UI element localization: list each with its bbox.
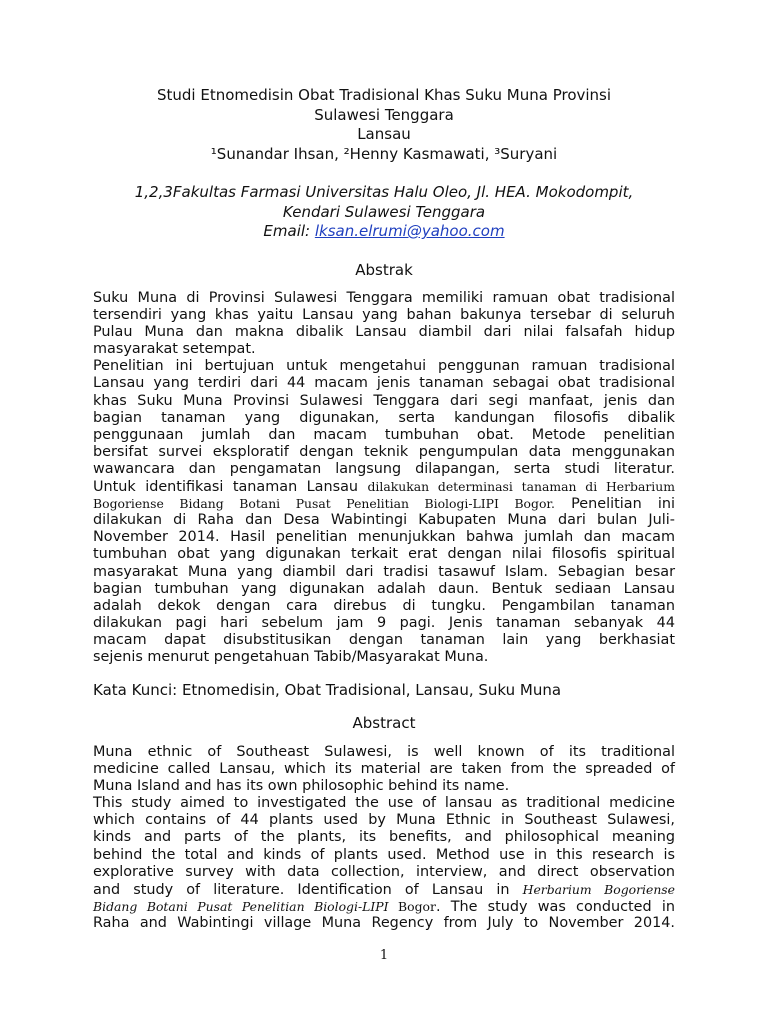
abstrak-line-serif-part: dilakukan determinasi tanaman di Herbarium bbox=[367, 479, 675, 495]
abstrak-line: bagian tumbuhan yang digunakan adalah daun. Bentuk sediaan Lansau bbox=[93, 580, 675, 597]
affiliation-line-2: Kendari Sulawesi Tenggara bbox=[282, 202, 486, 221]
abstract-line-serif-part: Herbarium Bogoriense bbox=[522, 881, 675, 897]
abstract-line: Muna Island and has its own philosophic behind its name. bbox=[93, 778, 510, 795]
affiliation-line-1: 1,2,3Fakultas Farmasi Universitas Halu Oleo, Jl. HEA. Mokodompit, bbox=[134, 183, 634, 201]
abstract-line bbox=[93, 898, 675, 915]
abstrak-line: adalah dekok dengan cara direbus di tungku. Pengambilan tanaman bbox=[93, 597, 675, 614]
abstrak-line: Lansau yang terdiri dari 44 macam jenis tanaman sebagai obat tradisional bbox=[93, 375, 675, 392]
abstrak-line: wawancara dan pengamatan langsung dilapangan, serta studi literatur. bbox=[93, 460, 675, 477]
abstract-line-serif-part: Bogor bbox=[388, 898, 436, 914]
abstrak-line: Pulau Muna dan makna dibalik Lansau diambil dari nilai falsafah hidup bbox=[93, 324, 675, 341]
abstrak-body bbox=[93, 290, 675, 666]
abstrak-line: dilakukan pagi hari sebelum jam 9 pagi. Jenis tanaman sebanyak 44 bbox=[93, 614, 675, 631]
abstrak-line bbox=[93, 478, 675, 495]
abstrak-line-serif-part: Bogoriense Bidang Botani Pusat Penelitian Biologi-LIPI Bogor. bbox=[93, 496, 555, 512]
paper-header bbox=[90, 86, 678, 164]
abstrak-line: tersendiri yang khas yaitu Lansau yang bahan bakunya tersebar di seluruh bbox=[93, 307, 675, 324]
abstrak-line: November 2014. Hasil penelitian menunjukkan bahwa jumlah dan macam bbox=[93, 529, 675, 546]
abstract-heading: Abstract bbox=[352, 714, 416, 732]
abstract-line-serif-part: Bidang Botani Pusat Penelitian Biologi-LIPI bbox=[93, 898, 389, 914]
abstrak-line: Suku Muna di Provinsi Sulawesi Tenggara memiliki ramuan obat tradisional bbox=[93, 290, 675, 306]
abstract-line: This study aimed to investigated the use of lansau as traditional medicine bbox=[93, 795, 675, 812]
abstract-line-part: . The study was conducted in bbox=[435, 898, 675, 915]
abstract-line: explorative survey with data collection, interview, and direct observation bbox=[93, 863, 675, 880]
abstrak-line: masyarakat Muna yang diambil dari tradisi tasawuf Islam. Sebagian besar bbox=[93, 563, 675, 580]
affiliation-block bbox=[90, 183, 678, 242]
abstrak-line-part: Untuk identifikasi tanaman Lansau bbox=[93, 479, 368, 496]
abstract-body bbox=[93, 744, 675, 932]
author-list: ¹Sunandar Ihsan, ²Henny Kasmawati, ³Suryani bbox=[210, 144, 558, 163]
abstrak-heading: Abstrak bbox=[355, 261, 413, 279]
email-label: Email: bbox=[263, 222, 315, 240]
abstrak-line: bagian tanaman yang digunakan, serta kandungan filosofis dibalik bbox=[93, 409, 675, 426]
abstrak-line: penggunaan jumlah dan macam tumbuhan obat. Metode penelitian bbox=[93, 426, 675, 443]
abstract-line: medicine called Lansau, which its material are taken from the spreaded of bbox=[93, 761, 675, 778]
abstract-line: Muna ethnic of Southeast Sulawesi, is well known of its traditional bbox=[93, 744, 675, 760]
abstract-line: behind the total and kinds of plants used. Method use in this research is bbox=[93, 846, 675, 863]
abstract-line: kinds and parts of the plants, its benefits, and philosophical meaning bbox=[93, 829, 675, 846]
kata-kunci: Kata Kunci: Etnomedisin, Obat Tradisional, Lansau, Suku Muna bbox=[93, 681, 562, 699]
abstrak-line: khas Suku Muna Provinsi Sulawesi Tenggara dari segi manfaat, jenis dan bbox=[93, 392, 675, 409]
abstrak-line: bersifat survei eksploratif dengan teknik pengumpulan data menggunakan bbox=[93, 443, 675, 460]
abstrak-line: dilakukan di Raha dan Desa Wabintingi Kabupaten Muna dari bulan Juli- bbox=[93, 512, 675, 529]
email-link[interactable]: lksan.elrumi@yahoo.com bbox=[314, 222, 505, 240]
abstrak-line: masyarakat setempat. bbox=[93, 341, 256, 358]
abstract-line: Raha and Wabintingi village Muna Regency from July to November 2014. bbox=[93, 914, 675, 931]
abstrak-line: tumbuhan obat yang digunakan terkait erat dengan nilai filosofis spiritual bbox=[93, 546, 675, 563]
abstract-line: which contains of 44 plants used by Muna Ethnic in Southeast Sulawesi, bbox=[93, 812, 675, 829]
abstrak-line: macam dapat disubstitusikan dengan tanaman lain yang berkhasiat bbox=[93, 631, 675, 648]
abstract-line bbox=[93, 881, 675, 898]
abstrak-line bbox=[93, 495, 675, 512]
abstrak-line: sejenis menurut pengetahuan Tabib/Masyarakat Muna. bbox=[93, 648, 489, 665]
paper-title-line-3: Lansau bbox=[357, 125, 411, 143]
abstrak-line-part: Penelitian ini bbox=[554, 496, 675, 513]
email-line bbox=[90, 222, 678, 242]
page-number: 1 bbox=[379, 948, 389, 963]
abstrak-line: Penelitian ini bertujuan untuk mengetahui penggunan ramuan tradisional bbox=[93, 358, 675, 375]
abstract-line-part: and study of literature. Identification of Lansau in bbox=[93, 881, 523, 898]
paper-title-line-1: Studi Etnomedisin Obat Tradisional Khas Suku Muna Provinsi bbox=[156, 86, 612, 104]
paper-title-line-2: Sulawesi Tenggara bbox=[314, 105, 454, 124]
